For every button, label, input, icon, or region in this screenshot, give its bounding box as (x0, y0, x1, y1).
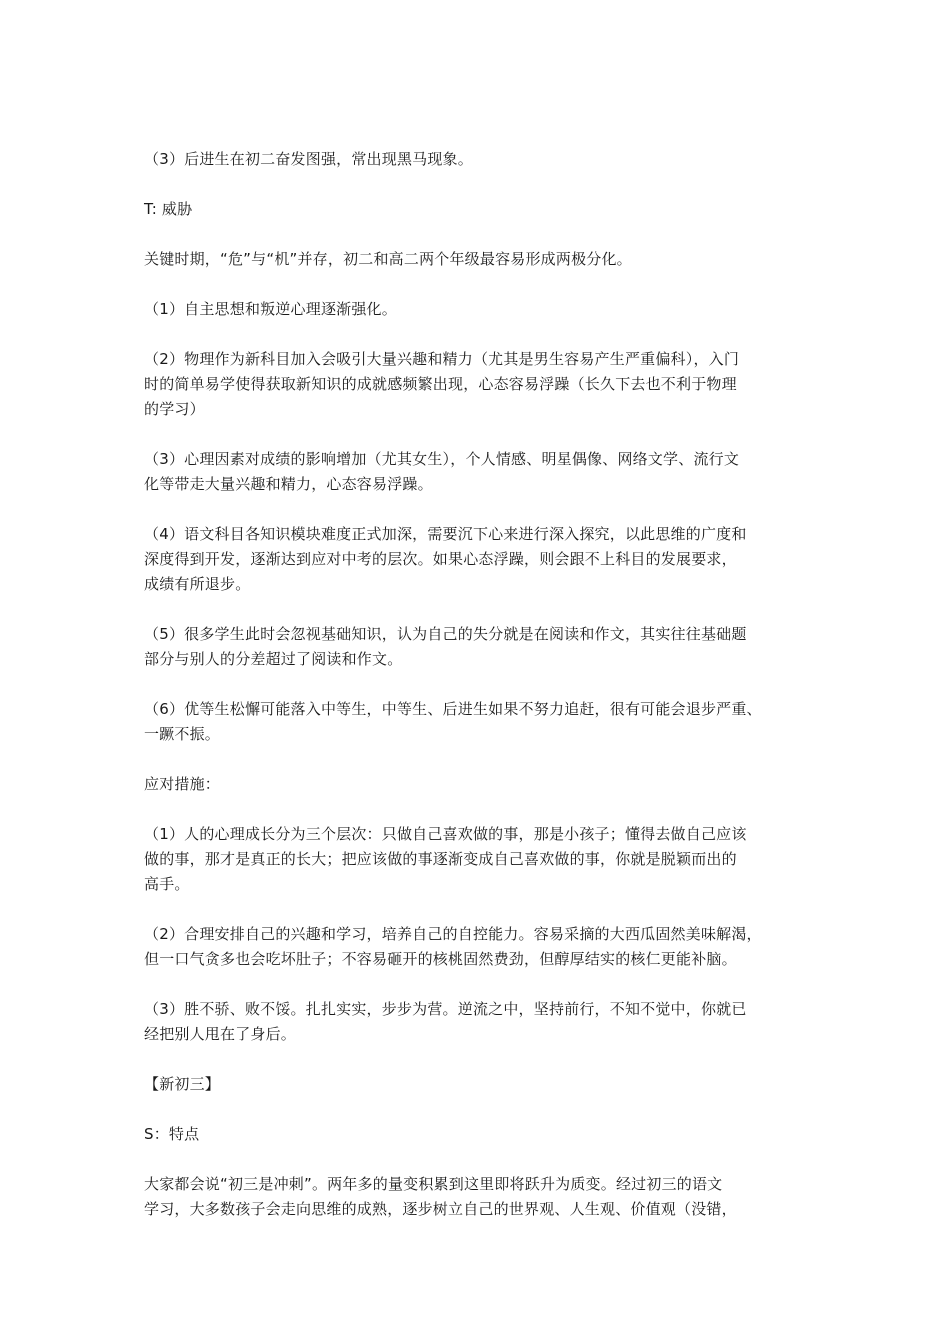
text-line: （3）胜不骄、败不馁。扎扎实实，步步为营。逆流之中，坚持前行，不知不觉中，你就已 (144, 1000, 747, 1018)
text-line: （4）语文科目各知识模块难度正式加深，需要沉下心来进行深入探究，以此思维的广度和 (144, 525, 747, 543)
text-line: 应对措施： (144, 775, 221, 793)
text-line: （2）合理安排自己的兴趣和学习，培养自己的自控能力。容易采摘的大西瓜固然美味解渴， (144, 925, 762, 943)
text-line: （3）心理因素对成绩的影响增加（尤其女生），个人情感、明星偶像、网络文学、流行文 (144, 450, 740, 468)
paragraph (144, 822, 814, 897)
paragraph (144, 1072, 814, 1097)
text-line: （6）优等生松懈可能落入中等生，中等生、后进生如果不努力追赶，很有可能会退步严重、 (144, 700, 762, 718)
text-line: 做的事，那才是真正的长大；把应该做的事逐渐变成自己喜欢做的事，你就是脱颖而出的 (144, 850, 737, 868)
text-line: 【新初三】 (144, 1075, 221, 1093)
text-line: S：特点 (144, 1125, 200, 1143)
text-line: （5）很多学生此时会忽视基础知识，认为自己的失分就是在阅读和作文，其实往往基础题 (144, 625, 747, 643)
text-line: 时的简单易学使得获取新知识的成就感频繁出现，心态容易浮躁（长久下去也不利于物理 (144, 375, 737, 393)
paragraph (144, 1172, 814, 1222)
paragraph (144, 922, 814, 972)
text-line: 的学习） (144, 400, 205, 418)
text-line: 大家都会说“初三是冲刺”。两年多的量变积累到这里即将跃升为质变。经过初三的语文 (144, 1175, 723, 1193)
text-line: （2）物理作为新科目加入会吸引大量兴趣和精力（尤其是男生容易产生严重偏科），入门 (144, 350, 740, 368)
paragraph (144, 522, 814, 597)
text-line: 高手。 (144, 875, 190, 893)
paragraph (144, 447, 814, 497)
text-line: 但一口气贪多也会吃坏肚子；不容易砸开的核桃固然费劲，但醇厚结实的核仁更能补脑。 (144, 950, 737, 968)
text-line: 经把别人甩在了身后。 (144, 1025, 297, 1043)
paragraph (144, 997, 814, 1047)
paragraph (144, 697, 814, 747)
text-line: 部分与别人的分差超过了阅读和作文。 (144, 650, 403, 668)
paragraph (144, 772, 814, 797)
text-line: 深度得到开发，逐渐达到应对中考的层次。如果心态浮躁，则会跟不上科目的发展要求， (144, 550, 737, 568)
text-line: T: 威胁 (144, 200, 193, 218)
paragraph (144, 347, 814, 422)
paragraph (144, 622, 814, 672)
text-line: 学习，大多数孩子会走向思维的成熟，逐步树立自己的世界观、人生观、价值观（没错， (144, 1200, 737, 1218)
paragraph (144, 247, 814, 272)
paragraph (144, 197, 814, 222)
text-line: 关键时期，“危”与“机”并存，初二和高二两个年级最容易形成两极分化。 (144, 250, 632, 268)
text-line: 成绩有所退步。 (144, 575, 251, 593)
document-body (144, 147, 814, 1247)
text-line: 一蹶不振。 (144, 725, 221, 743)
text-line: （1）人的心理成长分为三个层次：只做自己喜欢做的事，那是小孩子；懂得去做自己应该 (144, 825, 747, 843)
paragraph (144, 297, 814, 322)
paragraph (144, 1122, 814, 1147)
text-line: （3）后进生在初二奋发图强，常出现黑马现象。 (144, 150, 473, 168)
text-line: 化等带走大量兴趣和精力，心态容易浮躁。 (144, 475, 433, 493)
text-line: （1）自主思想和叛逆心理逐渐强化。 (144, 300, 397, 318)
paragraph (144, 147, 814, 172)
